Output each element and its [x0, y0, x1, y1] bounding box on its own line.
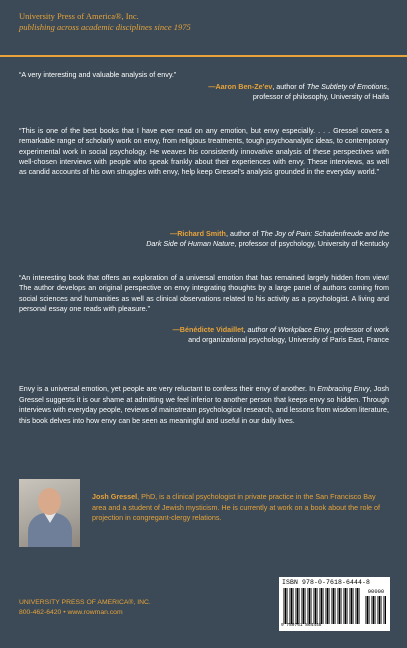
barcode-bar — [371, 596, 372, 624]
barcode-bar — [319, 588, 320, 624]
footer-publisher-name: UNIVERSITY PRESS OF AMERICA®, INC. — [19, 599, 151, 606]
reviewer-book-cont: Dark Side of Human Nature — [146, 239, 235, 249]
barcode-bar — [293, 588, 294, 624]
barcode-bar — [327, 588, 329, 624]
blurb-attribution-3 — [19, 325, 389, 346]
barcode-bar — [377, 596, 378, 624]
barcode-bar — [299, 588, 300, 624]
barcode-bar — [375, 596, 376, 624]
blurb-attribution-2 — [19, 229, 389, 250]
barcode-bar — [289, 588, 290, 624]
barcode-bar — [379, 596, 381, 624]
isbn-number: ISBN 978-0-7618-6444-8 — [282, 579, 371, 586]
attribution-post: , professor of work — [329, 325, 389, 334]
barcode-bar — [347, 588, 348, 624]
reviewer-affiliation: and organizational psychology, University of Paris East, France — [188, 335, 389, 345]
barcode-bar — [307, 588, 308, 624]
barcode-bar — [311, 588, 312, 624]
barcode-bar — [383, 596, 384, 624]
reviewer-name: Bénédicte Vidaillet — [179, 325, 244, 334]
author-bio-text: , PhD, is a clinical psychologist in private practice in the San Francisco Bay area and a student of Jewish mysticism. He is currently at work on a book about the role of projection in congregant-clergy relations. — [92, 492, 381, 522]
summary-part-2: , Josh Gressel suggests it is our shame at admitting we feel inferior to another person that keeps envy so hidden. Through interviews with everyday people, reviews of mainstream psychological research, and lessons from wisdom literature, this book delves into how envy can be seen as meaningful and useful in our daily lives. — [19, 384, 389, 425]
reviewer-book: Workplace Envy — [277, 325, 330, 334]
barcode-bar — [295, 588, 296, 624]
blurb-attribution-1 — [19, 82, 389, 103]
barcode-bars — [283, 588, 361, 624]
attribution-pre: , author of — [243, 325, 278, 334]
barcode-bar — [305, 588, 306, 624]
photo-face — [38, 488, 61, 515]
price-code: 90000 — [367, 588, 385, 595]
header-divider — [0, 55, 407, 57]
isbn-barcode — [279, 577, 390, 631]
barcode-bar — [285, 588, 287, 624]
barcode-bar — [355, 588, 356, 624]
attribution-dash: — — [170, 229, 178, 238]
attribution-dash: — — [208, 82, 216, 91]
attribution-post: , — [387, 82, 389, 91]
blurb-quote-2: “This is one of the best books that I have ever read on any emotion, but envy especially. . . . Gressel covers a remarkable range of scholarly work on envy, from religious treatments, tough psychoanalytic ideas, to contemporary experimental work in social psychology. He weaves his consistently innovative analysis of these perspectives with well-chosen interviews with people who speak frankly about their experiences with envy. These interviews, as well as candid accounts of his own struggles with envy, help keep Gressel's analysis grounded in the everyday world.” — [19, 126, 389, 177]
barcode-bar — [335, 588, 336, 624]
barcode-bar — [343, 588, 344, 624]
barcode-bar — [329, 588, 330, 624]
footer-contact: 800-462-6420 • www.rowman.com — [19, 608, 123, 616]
footer-publisher — [19, 598, 151, 617]
barcode-bar — [313, 588, 314, 624]
attribution-pre: , author of — [225, 229, 261, 238]
barcode-bar — [297, 588, 299, 624]
barcode-bar — [291, 588, 293, 624]
publisher-header — [19, 11, 191, 33]
barcode-bar — [353, 588, 354, 624]
barcode-bar — [283, 588, 284, 624]
barcode-bar — [369, 596, 370, 624]
blurb-quote-3: “An interesting book that offers an exploration of a universal emotion that has remained largely hidden from view! The author develops an original perspective on envy integrating thoughts by a large panel of authors coming from social sciences and humanities as well as clinical observations related to his activity as a psychologist. A living and personal essay one reads with pleasure.” — [19, 273, 389, 313]
author-name: Josh Gressel — [92, 492, 138, 501]
barcode-bar — [333, 588, 335, 624]
reviewer-book: The Joy of Pain: Schadenfreude and the — [260, 229, 389, 238]
barcode-bar — [367, 596, 369, 624]
publisher-name: University Press of America®, Inc. — [19, 11, 139, 21]
barcode-bar — [325, 588, 326, 624]
barcode-bar — [301, 588, 302, 624]
barcode-bar — [287, 588, 288, 624]
barcode-bar — [331, 588, 332, 624]
barcode-bar — [321, 588, 323, 624]
barcode-bar — [357, 588, 359, 624]
barcode-digits: 9 780761 864448 — [281, 623, 322, 628]
reviewer-book: The Subtlety of Emotions — [306, 82, 387, 91]
barcode-bar — [385, 596, 387, 624]
barcode-bar — [341, 588, 342, 624]
attribution-post: , professor of psychology, University of Kentucky — [234, 239, 389, 249]
book-summary — [19, 384, 389, 426]
barcode-bar — [337, 588, 338, 624]
author-bio — [92, 492, 392, 524]
summary-part-1: Envy is a universal emotion, yet people are very reluctant to confess their envy of another. In — [19, 384, 318, 393]
barcode-bar — [315, 588, 317, 624]
blurb-quote-1: “A very interesting and valuable analysis of envy.” — [19, 70, 177, 79]
barcode-bar — [359, 588, 360, 624]
barcode-bar — [345, 588, 347, 624]
attribution-dash: — — [172, 325, 180, 334]
barcode-bar — [351, 588, 353, 624]
barcode-bar — [303, 588, 305, 624]
barcode-bar — [309, 588, 311, 624]
summary-book-title: Embracing Envy — [317, 384, 370, 393]
reviewer-name: Aaron Ben-Ze'ev — [215, 82, 273, 91]
reviewer-name: Richard Smith — [177, 229, 226, 238]
price-barcode-bars — [365, 596, 386, 624]
barcode-bar — [349, 588, 350, 624]
publisher-tagline: publishing across academic disciplines since 1975 — [19, 22, 191, 32]
barcode-bar — [323, 588, 324, 624]
author-photo — [19, 479, 80, 547]
barcode-bar — [339, 588, 341, 624]
barcode-bar — [381, 596, 382, 624]
barcode-bar — [317, 588, 318, 624]
reviewer-affiliation: professor of philosophy, University of Haifa — [252, 92, 389, 102]
barcode-bar — [373, 596, 375, 624]
barcode-bar — [365, 596, 366, 624]
attribution-pre: , author of — [272, 82, 307, 91]
